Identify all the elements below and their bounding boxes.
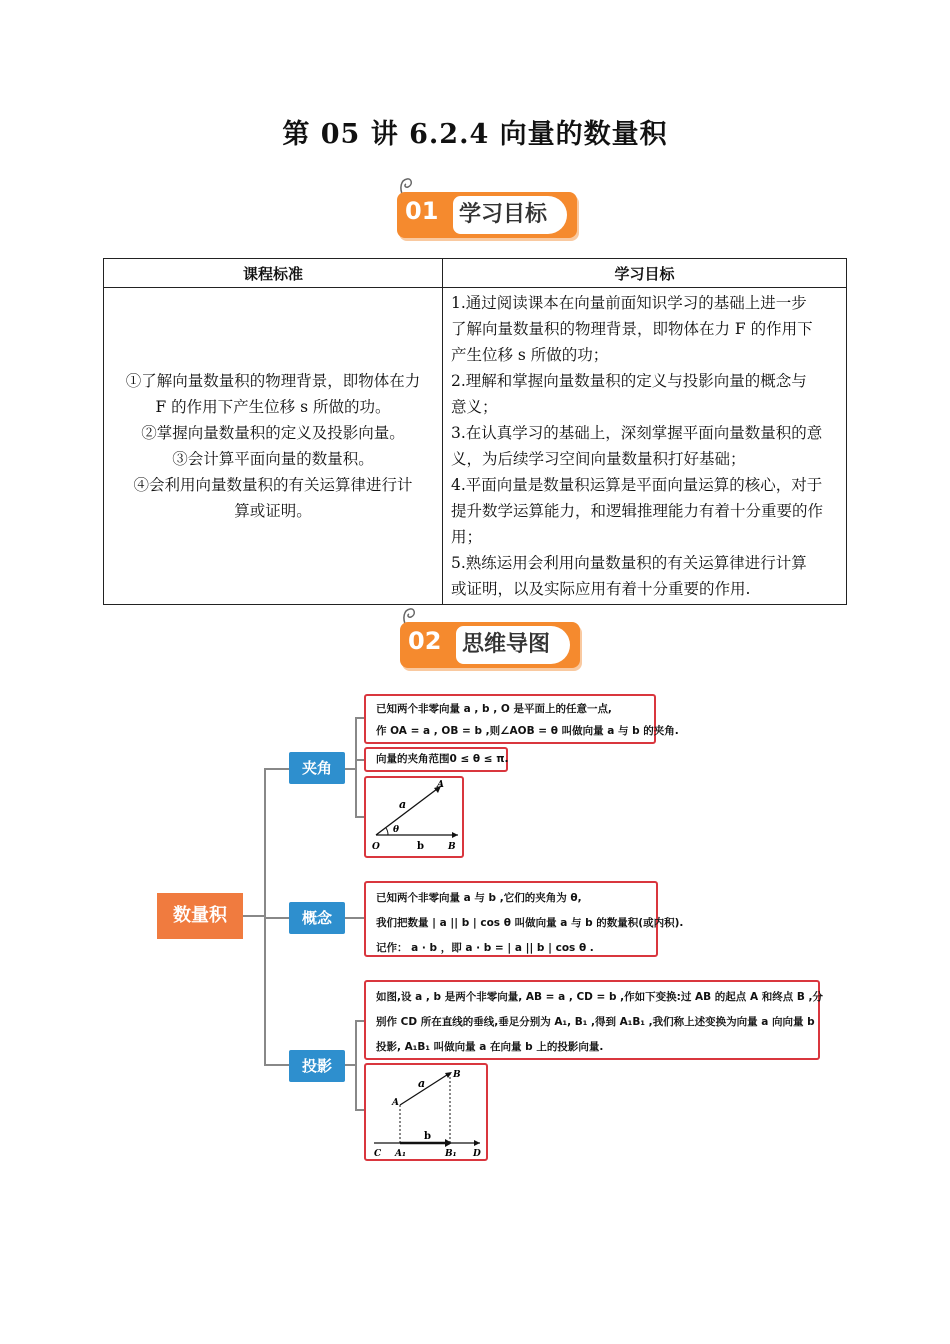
node-concept: 概念: [289, 902, 345, 934]
angle-range-box: [364, 747, 508, 772]
section-number: 02: [408, 627, 442, 655]
label-A: A: [392, 1098, 399, 1108]
std-line: ④会利用向量数量积的有关运算律进行计: [133, 476, 413, 494]
label-O: O: [372, 842, 380, 852]
projection-line: 别作 CD 所在直线的垂线,垂足分别为 A₁, B₁ ,得到 A₁B₁ ,我们称上述变换为向量 a 向向量 b: [376, 1016, 815, 1028]
obj-line: 1.通过阅读课本在向量前面知识学习的基础上进一步: [451, 294, 807, 312]
concept-line: 已知两个非零向量 a 与 b ,它们的夹角为 θ,: [376, 892, 582, 904]
obj-line: 2.理解和掌握向量数量积的定义与投影向量的概念与: [451, 372, 807, 390]
concept-line: 记作： a · b ，即 a · b = | a || b | cos θ .: [376, 942, 594, 954]
obj-line: 提升数学运算能力，和逻辑推理能力有着十分重要的作: [451, 502, 824, 520]
root-node: 数量积: [157, 893, 243, 939]
label-A: A: [437, 780, 444, 790]
section-label: 思维导图: [456, 626, 570, 664]
label-theta: θ: [393, 825, 400, 835]
std-line: 算或证明。: [234, 502, 312, 520]
node-angle: 夹角: [289, 752, 345, 784]
label-b: b: [424, 1131, 431, 1142]
label-B: B: [453, 1070, 461, 1080]
angle-range-text: 向量的夹角范围0 ≤ θ ≤ π.: [376, 753, 509, 765]
header-standard: 课程标准: [104, 259, 443, 288]
section-label: 学习目标: [453, 196, 567, 234]
projection-box: [364, 980, 824, 1060]
obj-line: 用；: [451, 528, 483, 546]
obj-line: 3.在认真学习的基础上，深刻掌握平面向量数量积的意: [451, 424, 823, 442]
std-line: ①了解向量数量积的物理背景，即物体在力: [125, 372, 421, 390]
obj-line: 4.平面向量是数量积运算是平面向量运算的核心，对于: [451, 476, 823, 494]
label-B1: B₁: [445, 1149, 457, 1159]
node-projection: 投影: [289, 1050, 345, 1082]
concept-line: 我们把数量 | a || b | cos θ 叫做向量 a 与 b 的数量积(或内积).: [376, 917, 684, 929]
label-A1: A₁: [395, 1149, 406, 1159]
label-C: C: [374, 1149, 382, 1159]
label-D: D: [473, 1149, 481, 1159]
page-title: 第 05 讲 6.2.4 向量的数量积: [282, 119, 668, 150]
std-line: ③会计算平面向量的数量积。: [172, 450, 374, 468]
label-a: a: [399, 798, 407, 811]
obj-line: 或证明，以及实际应用有着十分重要的作用.: [451, 580, 751, 598]
std-line: F 的作用下产生位移 s 所做的功。: [155, 398, 391, 416]
angle-def-line: 作 OA = a , OB = b ,则∠AOB = θ 叫做向量 a 与 b 的夹角.: [376, 725, 679, 737]
obj-line: 5.熟练运用会利用向量数量积的有关运算律进行计算: [451, 554, 807, 572]
angle-figure-box: [364, 776, 464, 858]
label-B: B: [448, 842, 456, 852]
obj-line: 意义；: [451, 398, 498, 416]
section-number: 01: [405, 197, 439, 225]
angle-definition-box: [364, 694, 679, 744]
projection-diagram: [366, 1065, 486, 1159]
obj-line: 了解向量数量积的物理背景，即物体在力 F 的作用下: [451, 320, 813, 338]
projection-line: 投影, A₁B₁ 叫做向量 a 在向量 b 上的投影向量.: [376, 1041, 604, 1053]
obj-line: 义，为后续学习空间向量数量积打好基础；: [451, 450, 746, 468]
label-b: b: [417, 841, 424, 852]
projection-figure-box: [364, 1063, 488, 1161]
angle-diagram: [366, 778, 462, 856]
projection-line: 如图,设 a , b 是两个非零向量, AB = a , CD = b ,作如下变换:过 AB 的起点 A 和终点 B ,分: [376, 991, 824, 1003]
angle-def-line: 已知两个非零向量 a , b , O 是平面上的任意一点,: [376, 703, 612, 715]
obj-line: 产生位移 s 所做的功；: [451, 346, 609, 364]
label-a: a: [418, 1077, 426, 1090]
header-objective: 学习目标: [443, 259, 847, 288]
std-line: ②掌握向量数量积的定义及投影向量。: [141, 424, 405, 442]
concept-box: [364, 881, 684, 957]
